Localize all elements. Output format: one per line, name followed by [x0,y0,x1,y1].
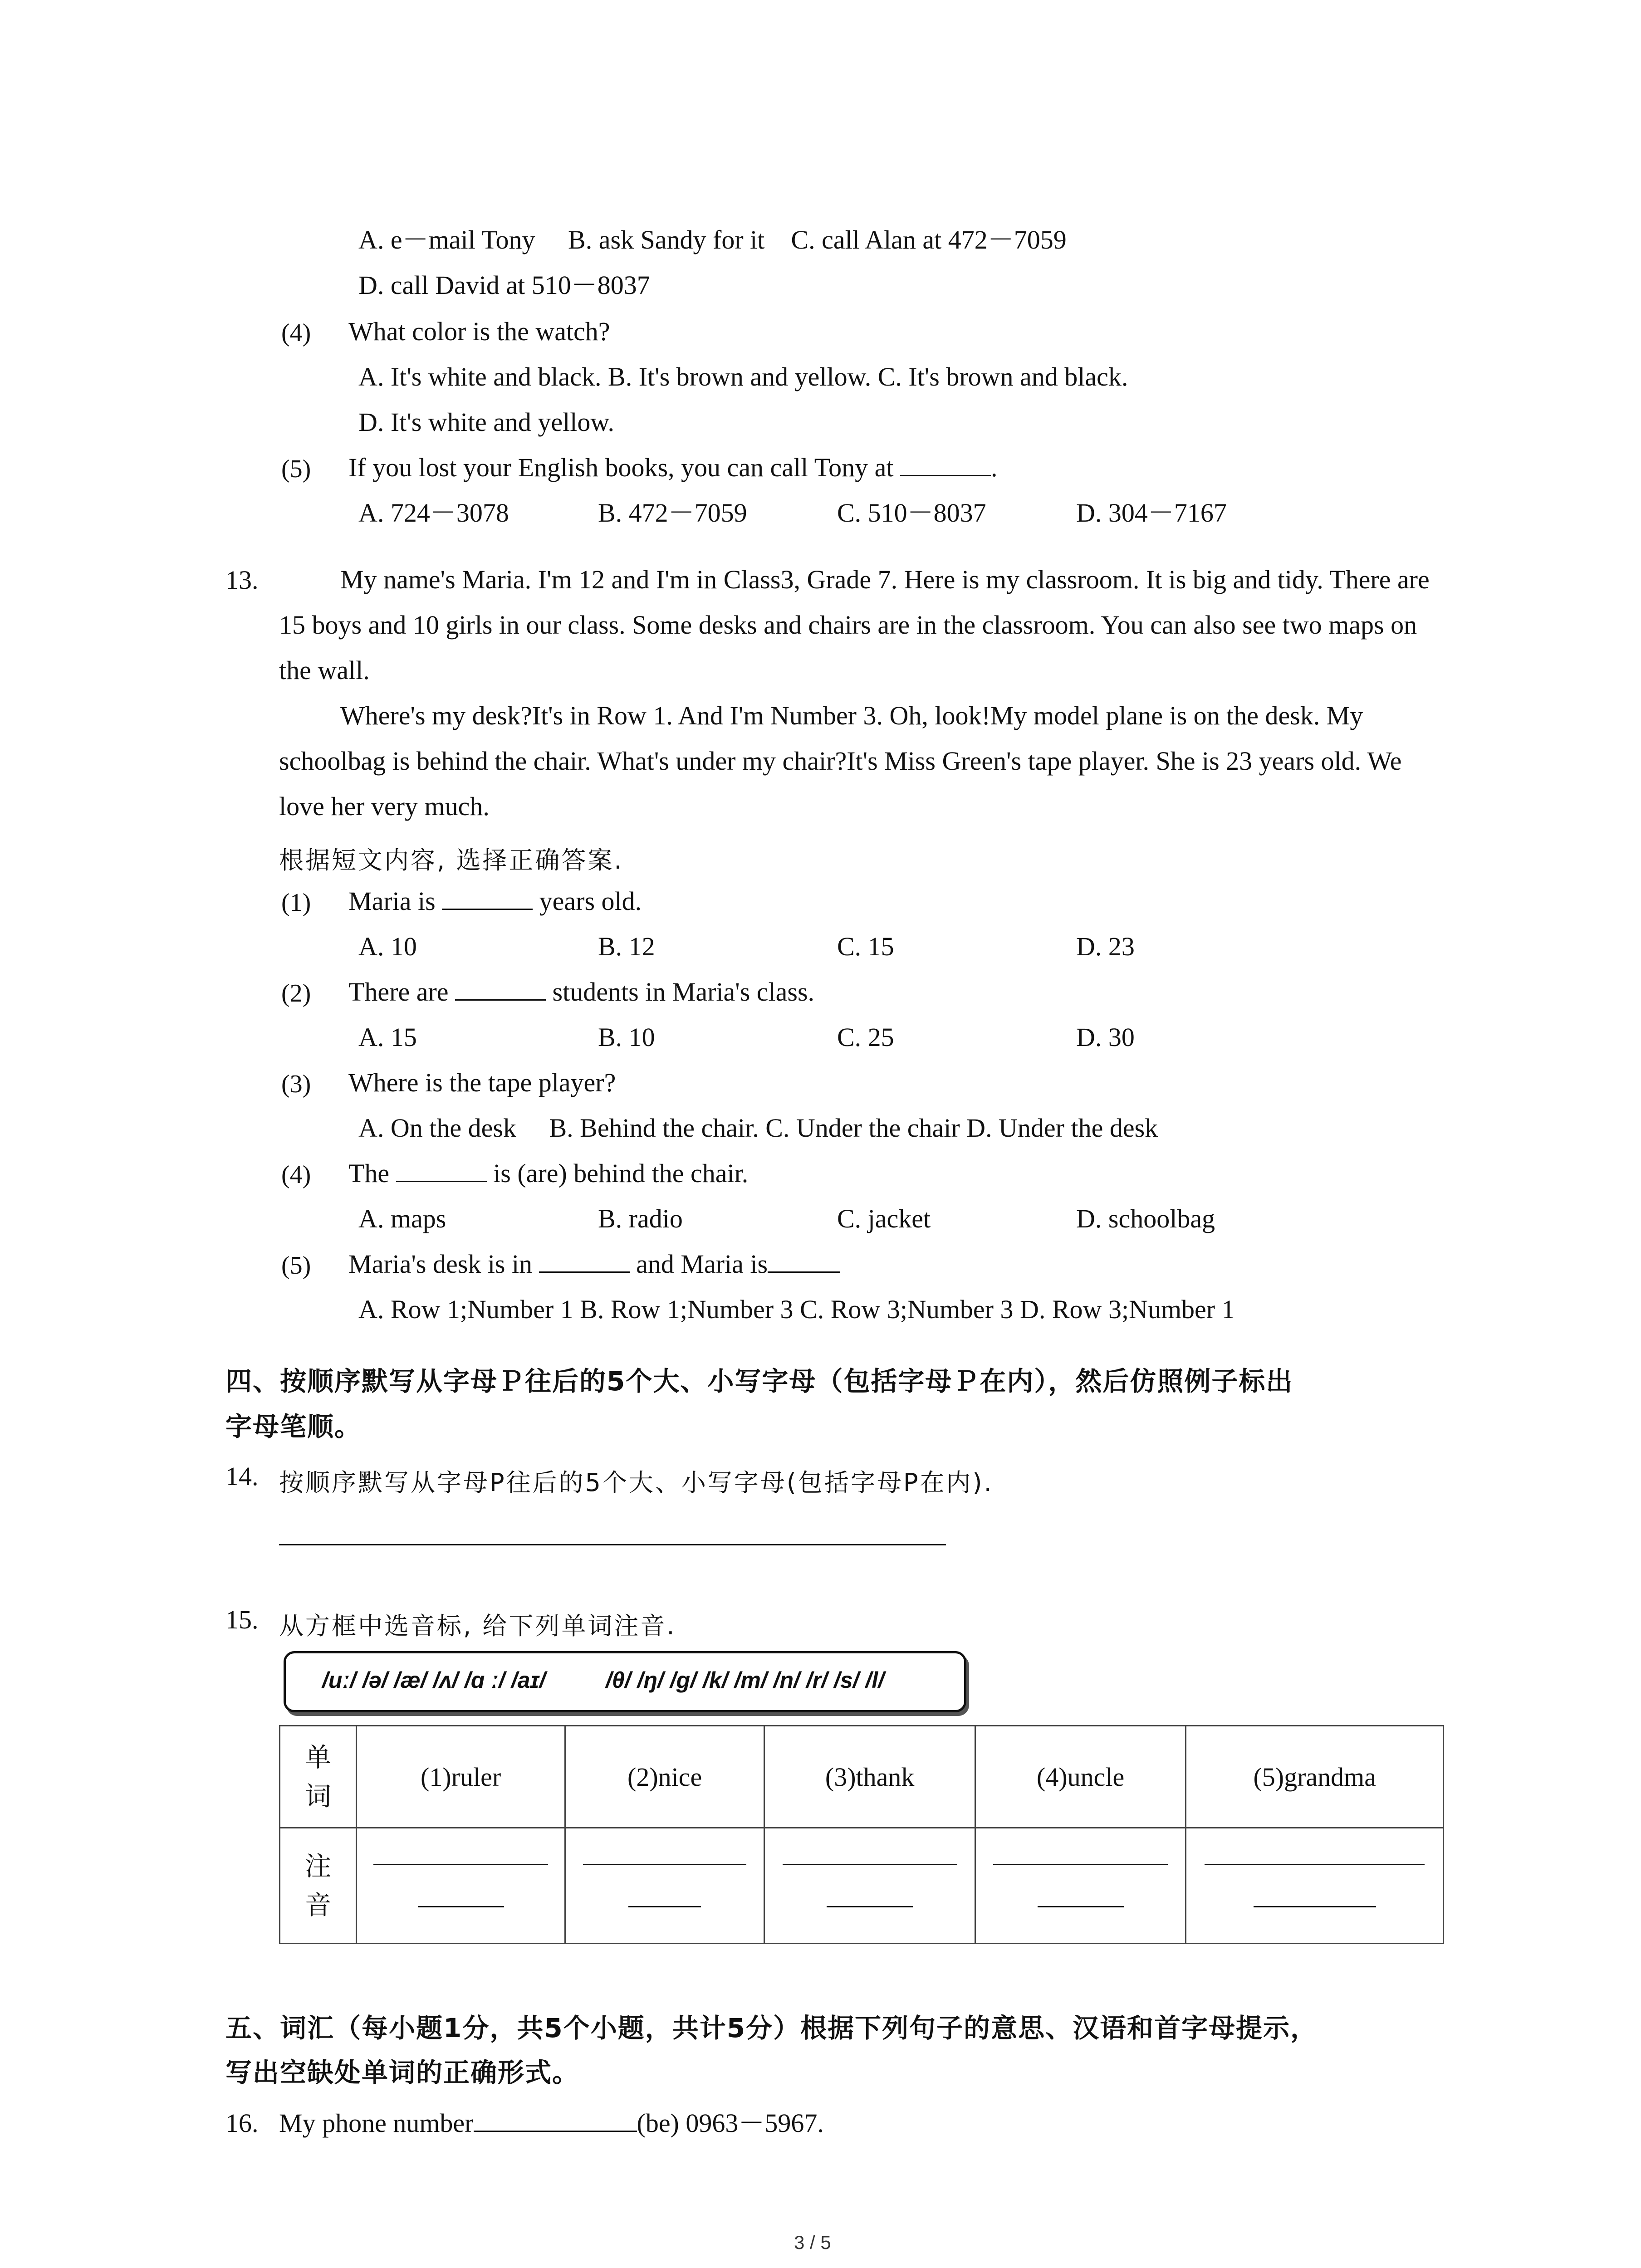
table-row-words [280,1726,1444,1828]
q13-1-option-b: B. 12 [598,932,655,961]
q13-1-stem-end: years old. [533,886,642,916]
q15-text: 从方框中选音标, 给下列单词注音. [279,1612,676,1640]
q14-number: 14. [225,1461,259,1491]
q13-5-stem [348,1251,840,1277]
q12-5-stem-end: . [990,453,998,482]
answer-blank [396,1180,487,1182]
phonetic-answer-cell[interactable] [357,1828,565,1944]
q13-2-stem [348,979,814,1005]
word-cell: (1)ruler [357,1726,565,1828]
word-cell: (4)uncle [975,1726,1186,1828]
q13-2-stem-text: There are [348,977,456,1007]
row-header-word [280,1726,357,1828]
q13-4-option-c: C. jacket [837,1204,931,1233]
q13-1-number: (1) [281,889,311,917]
q13-1-stem [348,888,642,914]
section-5-heading-line2: 写出空缺处单词的正确形式。 [225,2057,580,2088]
q13-4-option-d: D. schoolbag [1076,1204,1215,1233]
q14-answer-line [279,1544,946,1545]
page-number: 3 / 5 [794,2232,831,2253]
q12-5-option-c: C. 510－8037 [837,498,986,528]
phonetic-answer-cell[interactable] [764,1828,975,1944]
q12-4-options-line2: D. It's white and yellow. [358,407,615,437]
q13-1-option-a: A. 10 [358,932,417,961]
q13-1-option-c: C. 15 [837,932,894,961]
word-cell: (5)grandma [1186,1726,1444,1828]
q13-3-options-line: A. On the desk B. Behind the chair. C. Under the chair D. Under the desk [358,1113,1158,1143]
q13-4-number: (4) [281,1161,311,1189]
q13-1-stem-text: Maria is [348,886,442,916]
q12-5-stem-text: If you lost your English books, you can call Tony at [348,453,900,482]
q12-5-option-d: D. 304－7167 [1076,498,1227,528]
row-header-char: 注 [305,1851,332,1882]
q12-4-stem: What color is the watch? [348,317,610,346]
phonetic-table [279,1725,1444,1944]
q13-5-stem-mid: and Maria is [629,1249,768,1279]
q12-3-options-line1: A. e－mail Tony B. ask Sandy for it C. call Alan at 472－7059 [358,225,1067,254]
q13-3-number: (3) [281,1070,311,1098]
q12-3-options-line2: D. call David at 510－8037 [358,270,650,300]
answer-blank [900,474,991,476]
q15-number: 15. [225,1605,259,1634]
table-row-phonetics [280,1828,1444,1944]
q13-2-option-d: D. 30 [1076,1022,1135,1052]
phonetic-symbols-box [284,1651,966,1712]
q16-text-after: (be) 0963－5967. [637,2108,824,2138]
row-header-phonetic [280,1828,357,1944]
q12-5-number: (5) [281,455,311,483]
q13-1-option-d: D. 23 [1076,932,1135,961]
q13-instruction: 根据短文内容, 选择正确答案. [279,846,624,875]
q16-sentence [279,2110,824,2136]
row-header-char: 单 [305,1742,332,1773]
q13-number: 13. [225,565,259,595]
q16-text-before: My phone number [279,2108,474,2138]
answer-blank [539,1271,630,1273]
word-cell: (2)nice [565,1726,764,1828]
consonant-symbols: /θ/ /ŋ/ /g/ /k/ /m/ /n/ /r/ /s/ /l/ [606,1667,885,1693]
q13-4-stem [348,1160,748,1187]
q13-5-options-line: A. Row 1;Number 1 B. Row 1;Number 3 C. Row 3;Number 3 D. Row 3;Number 1 [358,1295,1235,1324]
q13-paragraph-1: My name's Maria. I'm 12 and I'm in Class3, Grade 7. Here is my classroom. It is big and tidy. There are 15 boys and 10 girls in our class. Some desks and chairs are in the classroom. You can also see two maps on the wall. [279,565,1430,685]
section-4-heading-line1: 四、按顺序默写从字母Ｐ往后的5个大、小写字母（包括字母Ｐ在内），然后仿照例子标出 [225,1366,1293,1397]
phonetic-answer-cell[interactable] [975,1828,1186,1944]
q13-5-stem-text: Maria's desk is in [348,1249,539,1279]
vowel-symbols: /uː/ /ə/ /æ/ /ʌ/ /ɑ ː/ /aɪ/ [322,1667,546,1693]
answer-blank [442,908,533,910]
q12-5-option-b: B. 472－7059 [598,498,747,528]
q14-text: 按顺序默写从字母P往后的5个大、小写字母(包括字母P在内). [279,1468,994,1497]
q13-2-option-a: A. 15 [358,1022,417,1052]
q12-5-stem [348,455,997,481]
q13-2-stem-end: students in Maria's class. [546,977,815,1007]
answer-blank [455,998,546,1001]
q13-2-option-b: B. 10 [598,1022,655,1052]
q12-5-option-a: A. 724－3078 [358,498,509,528]
answer-blank [768,1271,840,1273]
section-4-heading-line2: 字母笔顺。 [225,1411,362,1442]
q12-4-options-line1: A. It's white and black. B. It's brown and yellow. C. It's brown and black. [358,362,1128,391]
q13-5-number: (5) [281,1251,311,1280]
q12-4-number: (4) [281,319,311,347]
q13-2-option-c: C. 25 [837,1022,894,1052]
section-5-heading-line1: 五、词汇（每小题1分，共5个小题，共计5分）根据下列句子的意思、汉语和首字母提示， [225,2013,1318,2043]
q13-4-stem-text: The [348,1158,396,1188]
q13-3-stem: Where is the tape player? [348,1068,616,1097]
row-header-char: 词 [305,1781,332,1812]
q13-paragraph-2: Where's my desk?It's in Row 1. And I'm Number 3. Oh, look!My model plane is on the desk. My schoolbag is behind the chair. What's under my chair?It's Miss Green's tape player. She is 23 years old. We love her very much. [279,701,1402,821]
phonetic-answer-cell[interactable] [1186,1828,1444,1944]
answer-blank [474,2130,637,2132]
q13-4-option-a: A. maps [358,1204,446,1233]
q16-number: 16. [225,2108,259,2138]
q13-2-number: (2) [281,979,311,1007]
q13-passage [279,557,1440,829]
q13-4-option-b: B. radio [598,1204,683,1233]
q13-4-stem-end: is (are) behind the chair. [486,1158,749,1188]
word-cell: (3)thank [764,1726,975,1828]
row-header-char: 音 [305,1890,332,1921]
phonetic-answer-cell[interactable] [565,1828,764,1944]
